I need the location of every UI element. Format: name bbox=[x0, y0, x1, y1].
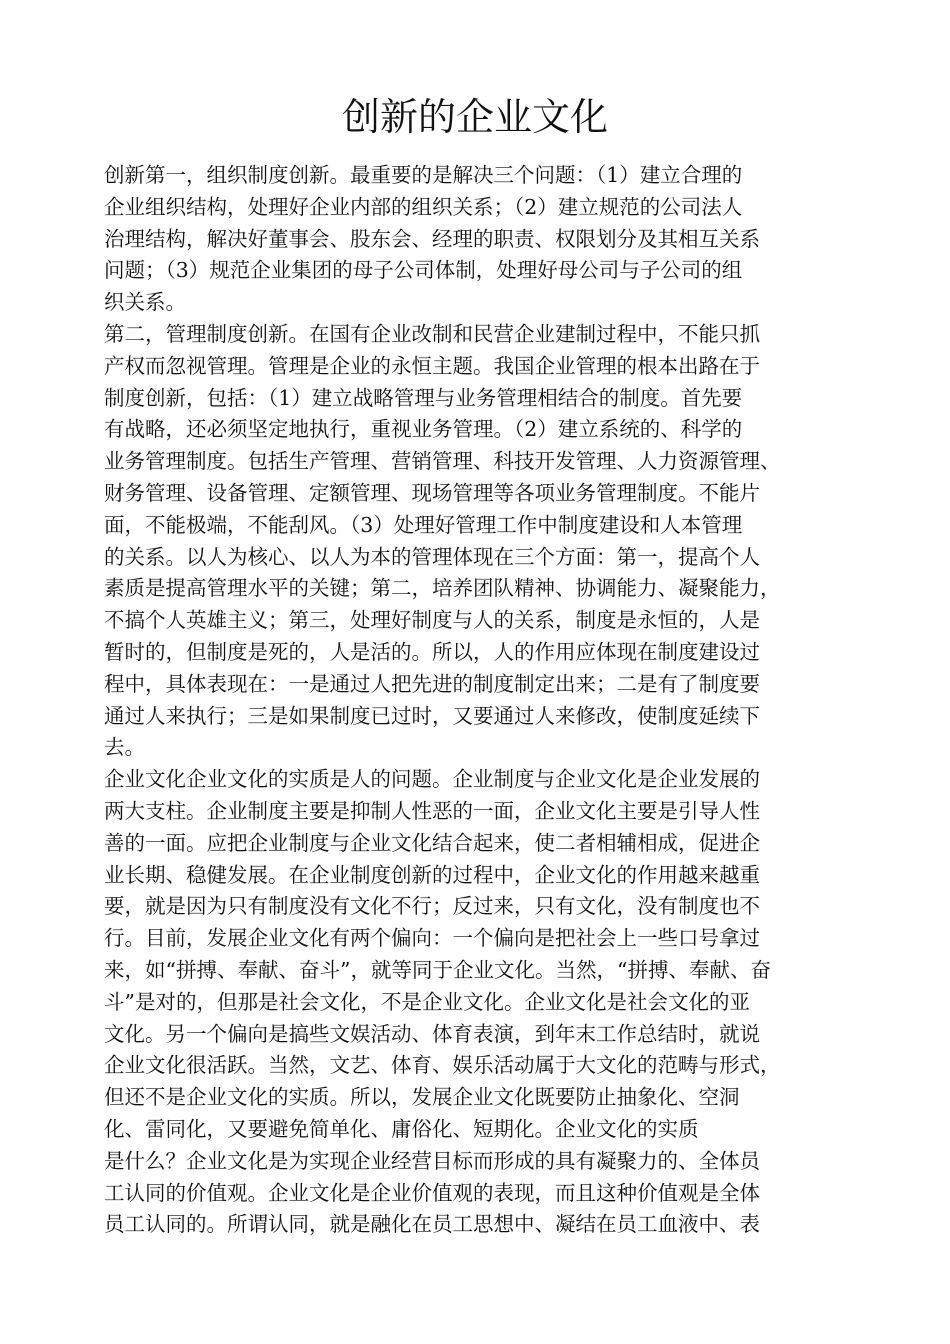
body-line: 要，就是因为只有制度没有文化不行；反过来，只有文化，没有制度也不 bbox=[104, 894, 760, 919]
body-line: 行。目前，发展企业文化有两个偏向：一个偏向是把社会上一些口号拿过 bbox=[104, 926, 760, 951]
body-line: 暂时的，但制度是死的，人是活的。所以，人的作用应体现在制度建设过 bbox=[104, 639, 760, 664]
body-line: 创新第一，组织制度创新。最重要的是解决三个问题：（1）建立合理的 bbox=[104, 163, 743, 187]
body-line: 不搞个人英雄主义；第三，处理好制度与人的关系，制度是永恒的，人是 bbox=[104, 608, 760, 633]
body-line: 两大支柱。企业制度主要是抑制人性恶的一面，企业文化主要是引导人性 bbox=[104, 798, 760, 823]
body-line: 化、雷同化，又要避免简单化、庸俗化、短期化。企业文化的实质 bbox=[104, 1116, 699, 1141]
body-line: 有战略，还必须坚定地执行，重视业务管理。（2）建立系统的、科学的 bbox=[104, 417, 743, 442]
body-line: 业务管理制度。包括生产管理、营销管理、科技开发管理、人力资源管理、 bbox=[104, 449, 781, 474]
body-line: 企业文化很活跃。当然，文艺、体育、娱乐活动属于大文化的范畴与形式， bbox=[104, 1053, 781, 1078]
body-line: 企业文化企业文化的实质是人的问题。企业制度与企业文化是企业发展的 bbox=[104, 767, 760, 792]
body-line: 工认同的价值观。企业文化是企业价值观的表现，而且这种价值观是全体 bbox=[104, 1180, 760, 1205]
body-line: 面，不能极端，不能刮风。（3）处理好管理工作中制度建设和人本管理 bbox=[104, 512, 743, 537]
body-line: 企业组织结构，处理好企业内部的组织关系；（2）建立规范的公司法人 bbox=[104, 194, 743, 219]
body-line: 斗”是对的，但那是社会文化，不是企业文化。企业文化是社会文化的亚 bbox=[104, 989, 750, 1014]
body-line: 素质是提高管理水平的关键；第二，培养团队精神、协调能力、凝聚能力， bbox=[104, 576, 781, 601]
body-line: 织关系。 bbox=[104, 290, 186, 315]
body-line: 问题；（3）规范企业集团的母子公司体制，处理好母公司与子公司的组 bbox=[104, 258, 743, 283]
document-body bbox=[104, 160, 884, 1241]
body-line: 来，如“拼搏、奉献、奋斗”，就等同于企业文化。当然，“拼搏、奉献、奋 bbox=[104, 957, 771, 982]
body-line: 去。 bbox=[104, 735, 145, 760]
body-line: 的关系。以人为核心、以人为本的管理体现在三个方面：第一，提高个人 bbox=[104, 544, 760, 569]
body-line: 程中，具体表现在：一是通过人把先进的制度制定出来；二是有了制度要 bbox=[104, 671, 760, 696]
body-line: 产权而忽视管理。管理是企业的永恒主题。我国企业管理的根本出路在于 bbox=[104, 353, 760, 378]
body-line: 治理结构，解决好董事会、股东会、经理的职责、权限划分及其相互关系 bbox=[104, 226, 760, 251]
body-line: 业长期、稳健发展。在企业制度创新的过程中，企业文化的作用越来越重 bbox=[104, 862, 760, 887]
body-line: 员工认同的。所谓认同，就是融化在员工思想中、凝结在员工血液中、表 bbox=[104, 1212, 760, 1237]
document-title: 创新的企业文化 bbox=[341, 95, 608, 139]
body-line: 是什么？企业文化是为实现企业经营目标而形成的具有凝聚力的、全体员 bbox=[104, 1148, 760, 1173]
body-line: 财务管理、设备管理、定额管理、现场管理等各项业务管理制度。不能片 bbox=[104, 480, 760, 505]
body-line: 制度创新，包括：（1）建立战略管理与业务管理相结合的制度。首先要 bbox=[104, 385, 743, 410]
body-line: 文化。另一个偏向是搞些文娱活动、体育表演，到年末工作总结时，就说 bbox=[104, 1021, 760, 1046]
body-line: 善的一面。应把企业制度与企业文化结合起来，使二者相辅相成，促进企 bbox=[104, 830, 760, 855]
body-line: 但还不是企业文化的实质。所以，发展企业文化既要防止抽象化、空洞 bbox=[104, 1085, 740, 1110]
body-line: 通过人来执行；三是如果制度已过时，又要通过人来修改，使制度延续下 bbox=[104, 703, 760, 728]
body-line: 第二，管理制度创新。在国有企业改制和民营企业建制过程中，不能只抓 bbox=[104, 321, 760, 346]
